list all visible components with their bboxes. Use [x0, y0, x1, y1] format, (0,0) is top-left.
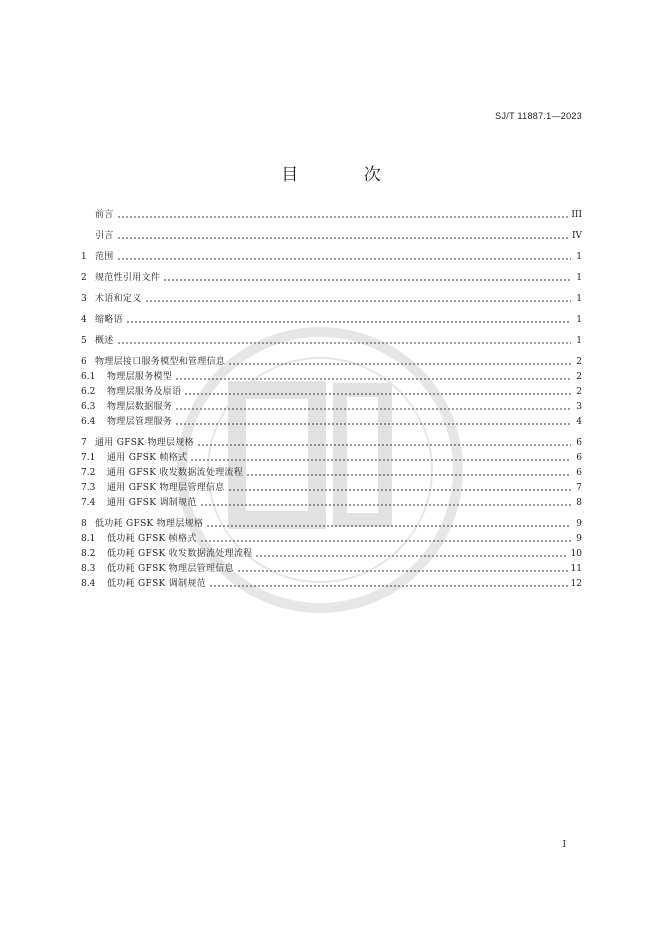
toc-dot-leader — [117, 237, 569, 239]
toc-entry-number: 8 — [81, 519, 87, 529]
toc-entry[interactable] — [81, 384, 582, 398]
toc-entry-label: 规范性引用文件 — [95, 273, 161, 283]
toc-dot-leader — [255, 555, 567, 557]
toc-entry-number: 1 — [81, 252, 87, 262]
toc-entry-page: 1 — [576, 273, 582, 283]
toc-entry-page: 6 — [576, 468, 582, 478]
toc-entry-number: 3 — [81, 294, 87, 304]
toc-entry[interactable] — [81, 399, 582, 413]
toc-dot-leader — [117, 258, 571, 260]
toc-entry-label: 范围 — [95, 252, 114, 262]
toc-dot-leader — [184, 393, 571, 395]
toc-entry-label: 通用 GFSK 物理层规格 — [95, 438, 194, 448]
toc-entry-page: 1 — [576, 315, 582, 325]
toc-entry-number: 7.2 — [81, 468, 96, 478]
toc-entry-page: 7 — [576, 483, 582, 493]
toc-entry-page: 4 — [576, 417, 582, 427]
toc-entry-label: 物理层服务模型 — [107, 372, 173, 382]
toc-dot-leader — [190, 459, 571, 461]
toc-entry-number: 6.3 — [81, 402, 96, 412]
toc-entry-page: 11 — [570, 564, 582, 574]
toc-entry[interactable] — [81, 333, 582, 347]
toc-entry[interactable] — [81, 228, 582, 242]
toc-dot-leader — [246, 474, 571, 476]
toc-dot-leader — [209, 585, 568, 587]
toc-entry-number: 8.4 — [81, 579, 96, 589]
toc-entry-label: 前言 — [95, 210, 114, 220]
toc-entry[interactable] — [81, 414, 582, 428]
toc-entry-number: 5 — [81, 336, 87, 346]
toc-dot-leader — [197, 444, 571, 446]
toc-dot-leader — [117, 216, 569, 218]
toc-dot-leader — [175, 408, 571, 410]
toc-entry-number: 6.4 — [81, 417, 96, 427]
toc-entry-label: 引言 — [95, 231, 114, 241]
toc-entry[interactable] — [81, 516, 582, 530]
toc-entry[interactable] — [81, 369, 582, 383]
toc-entry-number: 8.1 — [81, 534, 96, 544]
toc-entry-label: 缩略语 — [95, 315, 123, 325]
toc-dot-leader — [206, 525, 571, 527]
toc-dot-leader — [117, 342, 571, 344]
toc-entry-number: 6.1 — [81, 372, 96, 382]
toc-entry[interactable] — [81, 480, 582, 494]
toc-entry[interactable] — [81, 561, 582, 575]
toc-entry-label: 物理层接口服务模型和管理信息 — [95, 357, 226, 367]
toc-entry-label: 物理层数据服务 — [107, 402, 173, 412]
toc-entry-label: 通用 GFSK 收发数据流处理流程 — [107, 468, 244, 478]
toc-entry-page: 2 — [576, 357, 582, 367]
toc-entry[interactable] — [81, 450, 582, 464]
toc-dot-leader — [228, 363, 571, 365]
toc-dot-leader — [237, 570, 568, 572]
toc-entry-page: 2 — [576, 387, 582, 397]
toc-entry-page: 1 — [576, 252, 582, 262]
toc-dot-leader — [175, 378, 571, 380]
toc-entry-page: 6 — [576, 453, 582, 463]
document-code: SJ/T 11887.1—2023 — [495, 111, 582, 121]
toc-entry-number: 2 — [81, 273, 87, 283]
toc-entry-number: 7.1 — [81, 453, 96, 463]
toc-entry[interactable] — [81, 531, 582, 545]
toc-entry-label: 低功耗 GFSK 帧格式 — [107, 534, 197, 544]
toc-entry[interactable] — [81, 546, 582, 560]
toc-entry-number: 4 — [81, 315, 87, 325]
toc-entry-number: 7 — [81, 438, 87, 448]
toc-entry-label: 术语和定义 — [95, 294, 142, 304]
toc-entry-page: 12 — [570, 579, 582, 589]
toc-entry-label: 低功耗 GFSK 物理层规格 — [95, 519, 204, 529]
toc-entry-page: 8 — [576, 498, 582, 508]
toc-entry-number: 8.3 — [81, 564, 96, 574]
page-title: 目 次 — [281, 165, 411, 185]
toc-entry-label: 物理层服务及原语 — [107, 387, 182, 397]
toc-entry[interactable] — [81, 312, 582, 326]
toc-entry-page: 1 — [576, 294, 582, 304]
toc-entry-page: 9 — [576, 519, 582, 529]
page-number: I — [562, 840, 566, 850]
toc-entry-page: III — [571, 210, 582, 220]
toc-entry[interactable] — [81, 291, 582, 305]
toc-entry[interactable] — [81, 249, 582, 263]
toc-entry-label: 低功耗 GFSK 调制规范 — [107, 579, 206, 589]
toc-entry-label: 低功耗 GFSK 收发数据流处理流程 — [107, 549, 253, 559]
toc-entry-number: 6.2 — [81, 387, 96, 397]
toc-entry[interactable] — [81, 576, 582, 590]
toc-entry-page: 3 — [576, 402, 582, 412]
toc-entry-page: 1 — [576, 336, 582, 346]
toc-entry-label: 概述 — [95, 336, 114, 346]
toc-entry-number: 8.2 — [81, 549, 96, 559]
toc-entry[interactable] — [81, 207, 582, 221]
toc-entry-page: 6 — [576, 438, 582, 448]
toc-entry[interactable] — [81, 435, 582, 449]
toc-entry-page: IV — [571, 231, 582, 241]
toc-dot-leader — [175, 423, 571, 425]
toc-dot-leader — [200, 504, 571, 506]
toc-entry-page: 9 — [576, 534, 582, 544]
toc-dot-leader — [228, 489, 571, 491]
toc-entry-label: 通用 GFSK 物理层管理信息 — [107, 483, 225, 493]
toc-entry-label: 物理层管理服务 — [107, 417, 173, 427]
toc-entry[interactable] — [81, 270, 582, 284]
toc-dot-leader — [145, 300, 571, 302]
toc-entry[interactable] — [81, 465, 582, 479]
toc-entry[interactable] — [81, 495, 582, 509]
toc-entry-page: 2 — [576, 372, 582, 382]
toc-entry-number: 7.3 — [81, 483, 96, 493]
toc-entry[interactable] — [81, 354, 582, 368]
toc-entry-number: 6 — [81, 357, 87, 367]
toc-dot-leader — [126, 321, 571, 323]
toc-entry-page: 10 — [570, 549, 582, 559]
toc-dot-leader — [200, 540, 571, 542]
toc-entry-label: 通用 GFSK 调制规范 — [107, 498, 197, 508]
toc-entry-label: 低功耗 GFSK 物理层管理信息 — [107, 564, 234, 574]
toc-dot-leader — [163, 279, 571, 281]
toc-entry-number: 7.4 — [81, 498, 96, 508]
toc-entry-label: 通用 GFSK 帧格式 — [107, 453, 188, 463]
